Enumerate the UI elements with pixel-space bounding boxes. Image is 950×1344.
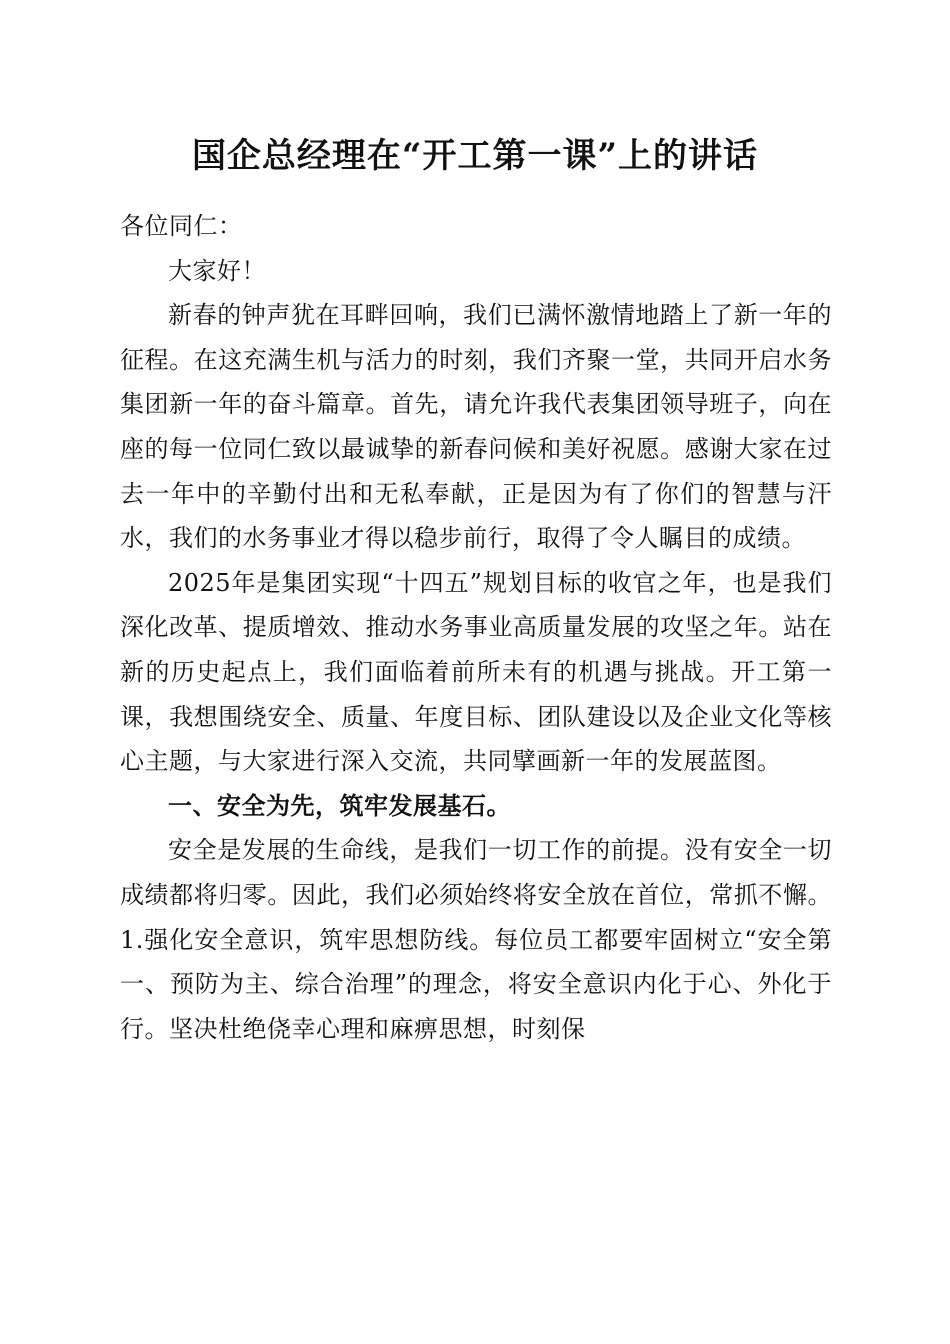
section-heading-safety: 一、安全为先，筑牢发展基石。 — [168, 790, 511, 820]
greeting: 大家好！ — [168, 256, 266, 285]
document-title: 国企总经理在“开工第一课”上的讲话 — [191, 136, 759, 176]
paragraph-intro: 新春的钟声犹在耳畔回响，我们已满怀激情地踏上了新一年的征程。在这充满生机与活力的时刻，我们齐聚一堂，共同开启水务集团新一年的奋斗篇章。首先，请允许我代表集团领导班子，向在座的每一位同仁致以最诚挚的新春问候和美好祝愿。感谢大家在过去一年中的辛勤付出和无私奉献，正是因为有了你们的智慧与汗水，我们的水务事业才得以稳步前行，取得了令人瞩目的成绩。 — [120, 301, 832, 553]
paragraph-safety: 安全是发展的生命线，是我们一切工作的前提。没有安全一切成绩都将归零。因此，我们必须始终将安全放在首位，常抓不懈。1.强化安全意识，筑牢思想防线。每位员工都要牢固树立“安全第一、预防为主、综合治理”的理念，将安全意识内化于心、外化于行。坚决杜绝侥幸心理和麻痹思想，时刻保 — [120, 836, 832, 1043]
salutation: 各位同仁： — [120, 212, 243, 240]
document-body — [120, 204, 832, 1051]
paragraph-year-goals: 2025年是集团实现“十四五”规划目标的收官之年，也是我们深化改革、提质增效、推动水务事业高质量发展的攻坚之年。站在新的历史起点上，我们面临着前所未有的机遇与挑战。开工第一课，我想围绕安全、质量、年度目标、团队建设以及企业文化等核心主题，与大家进行深入交流，共同擘画新一年的发展蓝图。 — [120, 568, 832, 776]
